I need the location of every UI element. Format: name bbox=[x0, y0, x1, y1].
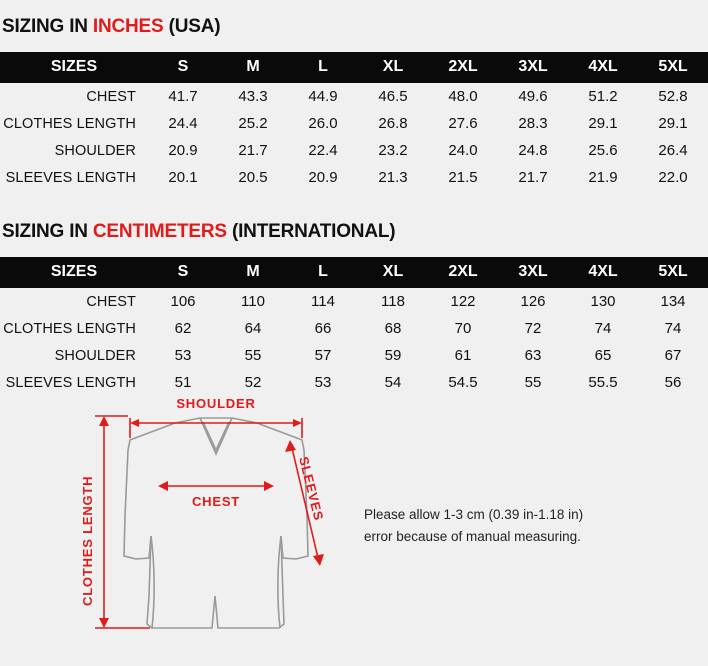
cell: 20.9 bbox=[308, 169, 338, 186]
cell: 21.7 bbox=[238, 142, 268, 159]
column-header: XL bbox=[358, 257, 428, 288]
cell: 26.4 bbox=[658, 142, 688, 159]
cell: 52 bbox=[244, 374, 262, 391]
column-header: 5XL bbox=[638, 52, 708, 83]
sleeves-label: SLEEVES bbox=[296, 455, 327, 523]
cell: 118 bbox=[381, 293, 405, 310]
row-label: CLOTHES LENGTH bbox=[3, 320, 136, 337]
cell: 29.1 bbox=[658, 115, 688, 132]
chest-label: CHEST bbox=[191, 494, 241, 509]
cell: 24.0 bbox=[448, 142, 478, 159]
table-row bbox=[0, 288, 708, 315]
cell: 74 bbox=[594, 320, 612, 337]
cell: 110 bbox=[241, 293, 265, 310]
column-header: 4XL bbox=[568, 52, 638, 83]
clothes-length-label: CLOTHES LENGTH bbox=[80, 475, 95, 606]
cell: 29.1 bbox=[588, 115, 618, 132]
cell: 22.4 bbox=[308, 142, 338, 159]
cell: 52.8 bbox=[658, 88, 688, 105]
cell: 49.6 bbox=[518, 88, 548, 105]
cell: 54.5 bbox=[448, 374, 478, 391]
cell: 21.7 bbox=[518, 169, 548, 186]
shoulder-measure-arrow bbox=[130, 418, 302, 438]
cell: 53 bbox=[174, 347, 192, 364]
cell: 66 bbox=[314, 320, 332, 337]
shoulder-label: SHOULDER bbox=[176, 396, 256, 411]
cell: 20.9 bbox=[168, 142, 198, 159]
cell: 59 bbox=[384, 347, 402, 364]
cell: 21.9 bbox=[588, 169, 618, 186]
cell: 55 bbox=[244, 347, 262, 364]
cell: 53 bbox=[314, 374, 332, 391]
cell: 57 bbox=[314, 347, 332, 364]
inches-title-accent: INCHES bbox=[92, 16, 164, 37]
cell: 63 bbox=[524, 347, 542, 364]
cell: 70 bbox=[454, 320, 472, 337]
cm-title-prefix: SIZING IN bbox=[2, 221, 93, 242]
cell: 23.2 bbox=[378, 142, 408, 159]
chest-measure-arrow bbox=[158, 481, 274, 491]
cell: 67 bbox=[664, 347, 682, 364]
cell: 22.0 bbox=[658, 169, 688, 186]
cell: 64 bbox=[244, 320, 262, 337]
table-row bbox=[0, 342, 708, 369]
row-label: CLOTHES LENGTH bbox=[3, 115, 136, 132]
cell: 28.3 bbox=[518, 115, 548, 132]
centimeters-section-title bbox=[0, 221, 708, 243]
between-sections-spacer bbox=[0, 191, 708, 221]
centimeters-size-table bbox=[0, 257, 708, 396]
cell: 44.9 bbox=[308, 88, 338, 105]
cell: 61 bbox=[454, 347, 472, 364]
table-row bbox=[0, 137, 708, 164]
cm-title-accent: CENTIMETERS bbox=[92, 221, 227, 242]
column-header: 2XL bbox=[428, 52, 498, 83]
cell: 55 bbox=[524, 374, 542, 391]
row-label: SLEEVES LENGTH bbox=[5, 169, 136, 186]
column-header: L bbox=[288, 257, 358, 288]
cell: 56 bbox=[664, 374, 682, 391]
column-header: 5XL bbox=[638, 257, 708, 288]
cell: 21.5 bbox=[448, 169, 478, 186]
cm-title-suffix: (INTERNATIONAL) bbox=[226, 221, 396, 242]
note-line-1: Please allow 1-3 cm (0.39 in-1.18 in) bbox=[364, 507, 584, 522]
cell: 51 bbox=[174, 374, 192, 391]
inches-size-table bbox=[0, 52, 708, 191]
cell: 134 bbox=[660, 293, 686, 310]
measurement-note bbox=[364, 504, 664, 549]
column-header: XL bbox=[358, 52, 428, 83]
column-header: 4XL bbox=[568, 257, 638, 288]
cell: 46.5 bbox=[378, 88, 408, 105]
cell: 43.3 bbox=[238, 88, 268, 105]
table-header-row bbox=[0, 52, 708, 83]
top-spacer bbox=[0, 0, 708, 16]
cell: 130 bbox=[590, 293, 616, 310]
inches-title-prefix: SIZING IN bbox=[2, 16, 93, 37]
cell: 48.0 bbox=[448, 88, 478, 105]
table-row bbox=[0, 315, 708, 342]
cell: 27.6 bbox=[448, 115, 478, 132]
cell: 21.3 bbox=[378, 169, 408, 186]
inches-section-title bbox=[0, 16, 708, 38]
cell: 62 bbox=[174, 320, 192, 337]
column-header: SIZES bbox=[0, 52, 148, 83]
column-header: 3XL bbox=[498, 257, 568, 288]
row-label: SLEEVES LENGTH bbox=[5, 374, 136, 391]
column-header: SIZES bbox=[0, 257, 148, 288]
cell: 122 bbox=[450, 293, 476, 310]
cell: 26.8 bbox=[378, 115, 408, 132]
cm-title-gap bbox=[0, 243, 708, 257]
column-header: 3XL bbox=[498, 52, 568, 83]
cell: 74 bbox=[664, 320, 682, 337]
column-header: L bbox=[288, 52, 358, 83]
table-row bbox=[0, 83, 708, 110]
cell: 20.5 bbox=[238, 169, 268, 186]
inches-title-gap bbox=[0, 38, 708, 52]
cell: 25.6 bbox=[588, 142, 618, 159]
cell: 106 bbox=[170, 293, 196, 310]
cell: 55.5 bbox=[588, 374, 618, 391]
table-row bbox=[0, 164, 708, 191]
clothes-length-measure-arrow bbox=[95, 416, 150, 628]
cell: 20.1 bbox=[168, 169, 198, 186]
column-header: M bbox=[218, 52, 288, 83]
cell: 114 bbox=[311, 293, 335, 310]
cell: 54 bbox=[384, 374, 402, 391]
cell: 24.8 bbox=[518, 142, 548, 159]
column-header: 2XL bbox=[428, 257, 498, 288]
cell: 72 bbox=[524, 320, 542, 337]
column-header: S bbox=[148, 257, 218, 288]
cell: 68 bbox=[384, 320, 402, 337]
column-header: S bbox=[148, 52, 218, 83]
row-label: CHEST bbox=[86, 293, 136, 310]
cell: 126 bbox=[520, 293, 546, 310]
cell: 25.2 bbox=[238, 115, 268, 132]
table-row bbox=[0, 369, 708, 396]
row-label: SHOULDER bbox=[54, 142, 136, 159]
row-label: CHEST bbox=[86, 88, 136, 105]
table-header-row bbox=[0, 257, 708, 288]
cell: 24.4 bbox=[168, 115, 198, 132]
cell: 65 bbox=[594, 347, 612, 364]
cell: 26.0 bbox=[308, 115, 338, 132]
row-label: SHOULDER bbox=[54, 347, 136, 364]
column-header: M bbox=[218, 257, 288, 288]
inches-title-suffix: (USA) bbox=[163, 16, 221, 37]
cell: 41.7 bbox=[168, 88, 198, 105]
sweater-outline bbox=[124, 418, 308, 628]
cell: 51.2 bbox=[588, 88, 618, 105]
table-row bbox=[0, 110, 708, 137]
note-line-2: error because of manual measuring. bbox=[364, 529, 581, 545]
